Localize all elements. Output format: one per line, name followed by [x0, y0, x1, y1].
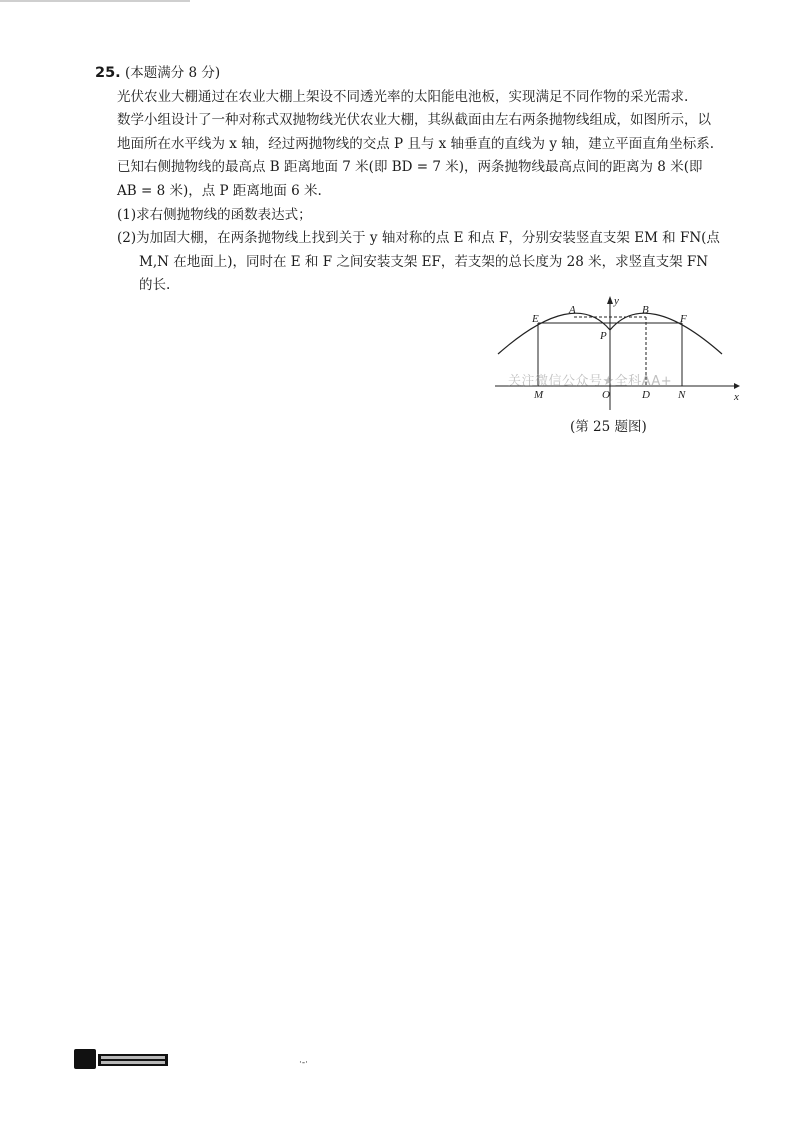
parabola-diagram [490, 290, 750, 420]
right-parabola [610, 313, 722, 354]
label-d: D [642, 389, 650, 401]
watermark: 关注微信公众号★全科AA+ [508, 374, 673, 389]
label-e: E [532, 313, 539, 325]
statement-line: 数学小组设计了一种对称式双抛物线光伏农业大棚，其纵截面由左右两条抛物线组成，如图所示，以 [117, 112, 711, 129]
page-mark: ·-· [299, 1058, 308, 1068]
question-1-text: (1)求右侧抛物线的函数表达式； [117, 206, 312, 223]
statement-line: AB = 8 米)，点 P 距离地面 6 米. [117, 182, 322, 199]
statement-line: 光伏农业大棚通过在农业大棚上架设不同透光率的太阳能电池板，实现满足不同作物的采光需求. [117, 88, 689, 105]
problem-statement [95, 86, 745, 204]
problem-header [95, 62, 745, 86]
question-2-line: 的长. [139, 277, 171, 294]
left-parabola [498, 313, 610, 354]
statement-line: 已知右侧抛物线的最高点 B 距离地面 7 米(即 BD = 7 米)，两条抛物线最高点间的距离为 8 米(即 [117, 159, 703, 176]
question-2-line: (2)为加固大棚，在两条抛物线上找到关于 y 轴对称的点 E 和点 F，分别安装竖直支架 EM 和 FN(点 [117, 230, 720, 247]
label-o: O [602, 389, 610, 401]
label-n: N [678, 389, 686, 401]
x-axis-arrow [734, 383, 740, 389]
label-x: x [734, 391, 739, 403]
problem-number: 25. [95, 65, 121, 81]
question-2 [95, 227, 745, 298]
question-2-line: M,N 在地面上)，同时在 E 和 F 之间安装支架 EF，若支架的总长度为 28 米，求竖直支架 FN [139, 253, 709, 270]
top-edge-line [0, 0, 190, 2]
question-1 [95, 204, 745, 228]
problem-25 [95, 62, 745, 298]
label-f: F [680, 313, 687, 325]
y-axis-arrow [607, 296, 613, 304]
label-b: B [642, 304, 649, 316]
label-y: y [614, 295, 619, 307]
label-m: M [534, 389, 544, 401]
label-a: A [569, 304, 576, 316]
figure-caption: (第 25 题图) [570, 419, 647, 435]
label-p: P [600, 330, 607, 342]
score-note: (本题满分 8 分) [124, 65, 221, 81]
statement-line: 地面所在水平线为 x 轴，经过两抛物线的交点 P 且与 x 轴垂直的直线为 y 轴，建立平面直角坐标系. [117, 135, 715, 152]
publisher-logo [74, 1047, 170, 1071]
